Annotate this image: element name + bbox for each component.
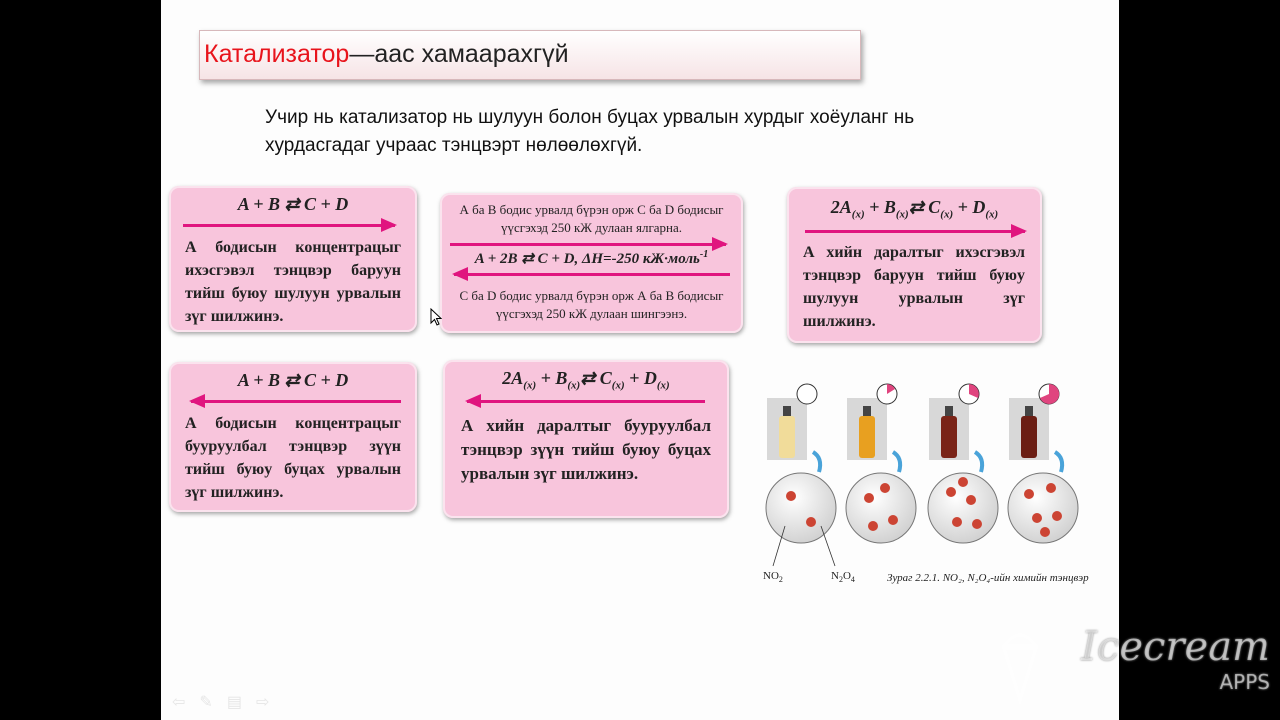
- arrow-left-icon: [467, 400, 705, 403]
- equilibrium-figure: [761, 376, 1091, 586]
- slide-canvas: [161, 0, 1119, 720]
- watermark-brand: Icecream: [1081, 624, 1270, 670]
- label-text: N: [831, 570, 839, 582]
- tube-1: [766, 384, 836, 543]
- eq-part: + B: [864, 197, 896, 217]
- eq-part: 2A: [830, 197, 852, 217]
- card-equation: [443, 368, 729, 392]
- card-concentration-increase: [169, 186, 417, 332]
- equation-sup: -1: [699, 249, 709, 260]
- card-text: А хийн даралтыг бууруулбал тэнцвэр зүүн тийш буюу буцах урвалын зүг шилжинэ.: [461, 416, 711, 483]
- label-n2o4: [831, 570, 855, 584]
- tube-2: [846, 384, 916, 543]
- eq-sub: (x): [656, 379, 670, 392]
- watermark: [990, 620, 1270, 710]
- arrow-left-icon: [191, 400, 401, 403]
- card-equation: [787, 197, 1042, 221]
- eq-sub: (x): [895, 208, 909, 221]
- eq-part: ⇄ C: [580, 368, 612, 388]
- card-concentration-decrease: [169, 362, 417, 512]
- arrow-right-icon: [450, 243, 726, 246]
- card-pressure-decrease: [443, 360, 729, 518]
- eq-sub: (x): [985, 208, 999, 221]
- label-sub: 4: [850, 575, 855, 585]
- title-highlight: Катализатор: [204, 40, 350, 68]
- eq-part: 2A: [502, 368, 524, 388]
- card-equation: A + B ⇄ C + D: [237, 194, 349, 214]
- card-text: А хийн даралтыг ихэсгэвэл тэнцвэр баруун тийш буюу шулуун урвалын зүг шилжинэ.: [803, 244, 1025, 330]
- label-no2: [763, 570, 783, 584]
- label-text: NO: [763, 570, 779, 582]
- card-text: А бодисын концентрацыг бууруулбал тэнцвэр зүүн тийш буюу буцах урвалын зүг шилжинэ.: [185, 415, 401, 501]
- eq-part: + D: [953, 197, 986, 217]
- arrow-right-icon: [805, 230, 1025, 233]
- eq-sub: (x): [940, 208, 954, 221]
- watermark-sub: APPS: [1219, 670, 1270, 694]
- title-rest: —аас хамаарахгүй: [349, 40, 569, 68]
- label-sub: 2: [838, 575, 843, 585]
- arrow-right-icon: [183, 224, 395, 227]
- figure-caption: Зураг 2.2.1. NO₂, N₂O₄-ийн химийн тэнцвэр: [887, 572, 1089, 584]
- card-equation: [440, 249, 743, 268]
- card-enthalpy: [440, 193, 743, 333]
- card-equation: A + B ⇄ C + D: [237, 370, 349, 390]
- tube-4: [1008, 384, 1078, 543]
- eq-part: + D: [624, 368, 657, 388]
- mouse-cursor-icon: [430, 308, 442, 326]
- eq-sub: (x): [523, 379, 537, 392]
- eq-part: ⇄ C: [908, 197, 941, 217]
- label-sub: 2: [778, 575, 783, 585]
- prev-slide-icon[interactable]: ⇦: [172, 694, 186, 711]
- menu-icon[interactable]: ▤: [226, 694, 242, 711]
- card-pressure-increase: [787, 187, 1042, 343]
- tube-3: [928, 384, 998, 543]
- card-top-text: А ба В бодис урвалд бүрэн орж С ба D бодисыг үүсгэхэд 250 кЖ дулаан ялгарна.: [459, 202, 724, 235]
- card-bottom-text: С ба D бодис урвалд бүрэн орж А ба В бодисыг үүсгэхэд 250 кЖ дулаан шингээнэ.: [459, 288, 724, 321]
- page-title: [204, 40, 569, 69]
- intro-text: Учир нь катализатор нь шулуун болон буцах урвалын хурдыг хоёуланг нь хурдасгадаг учраас тэнцвэрт нөлөөлөхгүй.: [265, 107, 915, 156]
- eq-sub: (x): [567, 379, 581, 392]
- eq-part: + B: [536, 368, 568, 388]
- flask-illustration: [761, 376, 1091, 586]
- label-text: O: [842, 570, 851, 582]
- eq-sub: (x): [611, 379, 625, 392]
- equation-main: A + 2B ⇄ C + D, ΔH=-250 кЖ·моль: [474, 251, 700, 267]
- eq-sub: (x): [851, 208, 865, 221]
- title-box: [199, 30, 861, 80]
- card-text: А бодисын концентрацыг ихэсгэвэл тэнцвэр баруун тийш буюу шулуун урвалын зүг шилжинэ.: [185, 239, 401, 325]
- ice-cream-cone-icon: [990, 624, 1050, 704]
- arrow-left-icon: [454, 273, 730, 276]
- next-slide-icon[interactable]: ⇨: [255, 694, 270, 711]
- slide-navigation: [172, 692, 269, 712]
- pen-icon[interactable]: ✎: [199, 694, 213, 711]
